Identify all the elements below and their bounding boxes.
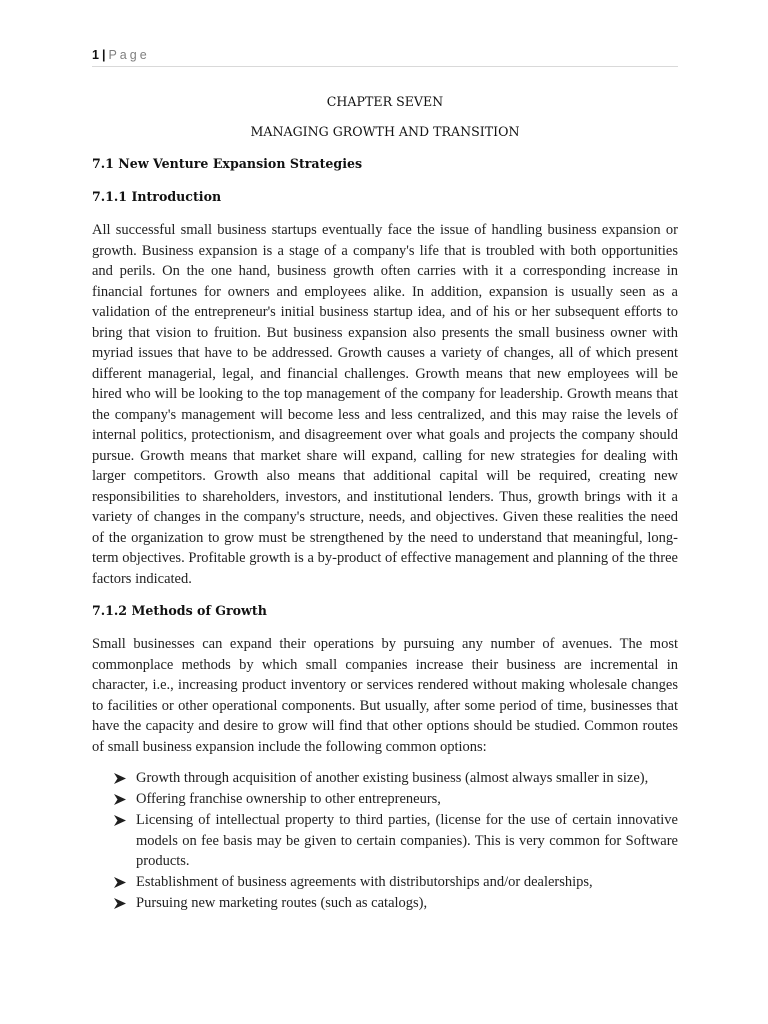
intro-paragraph: All successful small business startups eventually face the issue of handling business expansion or growth. Business expansion is a stage of a company's life that is troubled with both opportunities and perils. On the one hand, business growth often carries with it a corresponding increase in financial fortunes for owners and employees alike. In addition, expansion is usually seen as a validation of the entrepreneur's initial business startup idea, and of his or her subsequent efforts to bring that vision to fruition. But business expansion also presents the small business owner with myriad issues that have to be addressed. Growth causes a variety of changes, all of which present different managerial, legal, and financial challenges. Growth means that new employees will be hired who will be looking to the top management of the company for leadership. Growth means that the company's management will become less and less centralized, and this may raise the levels of internal politics, protectionism, and disagreement over what goals and projects the company should pursue. Growth means that market share will expand, calling for new strategies for dealing with larger competitors. Growth also means that additional capital will be required, creating new responsibilities to shareholders, investors, and institutional lenders. Thus, growth brings with it a variety of changes in the company's structure, needs, and objectives. Given these realities the need of the organization to grow must be strengthened by the need to understand that meaningful, long-term objectives. Profitable growth is a by-product of effective management and planning of the three factors indicated. (92, 222, 678, 587)
arrowhead-bullet-icon (114, 877, 126, 888)
methods-paragraph: Small businesses can expand their operations by pursuing any number of avenues. The most commonplace methods by which small companies increase their business are incremental in character, i.e., increasing product inventory or services rendered without making wholesale changes to facilities or other operational components. But usually, after some period of time, businesses that have the capacity and desire to grow will find that other options should be studied. Common routes of small business expansion include the following common options: (92, 636, 678, 755)
list-item (92, 810, 678, 872)
page-header (92, 46, 678, 67)
list-item (92, 872, 678, 893)
list-item-text: Licensing of intellectual property to third parties, (license for the use of certain innovative models on fee basis may be given to certain companies). This is very common for Software products. (136, 812, 678, 869)
arrowhead-bullet-icon (114, 898, 126, 909)
list-item-text: Pursuing new marketing routes (such as catalogs), (136, 895, 428, 911)
section-heading: 7.1 New Venture Expansion Strategies (92, 156, 363, 171)
intro-heading: 7.1.1 Introduction (92, 189, 222, 204)
page-label: Page (108, 48, 150, 62)
methods-heading: 7.1.2 Methods of Growth (92, 603, 267, 618)
growth-methods-list (92, 768, 678, 914)
page-header-separator: | (101, 48, 106, 62)
list-item (92, 893, 678, 914)
arrowhead-bullet-icon (114, 794, 126, 805)
list-item-text: Offering franchise ownership to other entrepreneurs, (136, 791, 441, 807)
page-body (92, 92, 678, 914)
list-item (92, 768, 678, 789)
list-item (92, 789, 678, 810)
list-item-text: Establishment of business agreements with distributorships and/or dealerships, (136, 874, 593, 890)
chapter-title: MANAGING GROWTH AND TRANSITION (250, 124, 520, 139)
list-item-text: Growth through acquisition of another existing business (almost always smaller in size), (136, 770, 649, 786)
page-number: 1 (92, 48, 99, 62)
chapter-label: CHAPTER SEVEN (326, 94, 444, 109)
arrowhead-bullet-icon (114, 773, 126, 784)
arrowhead-bullet-icon (114, 815, 126, 826)
